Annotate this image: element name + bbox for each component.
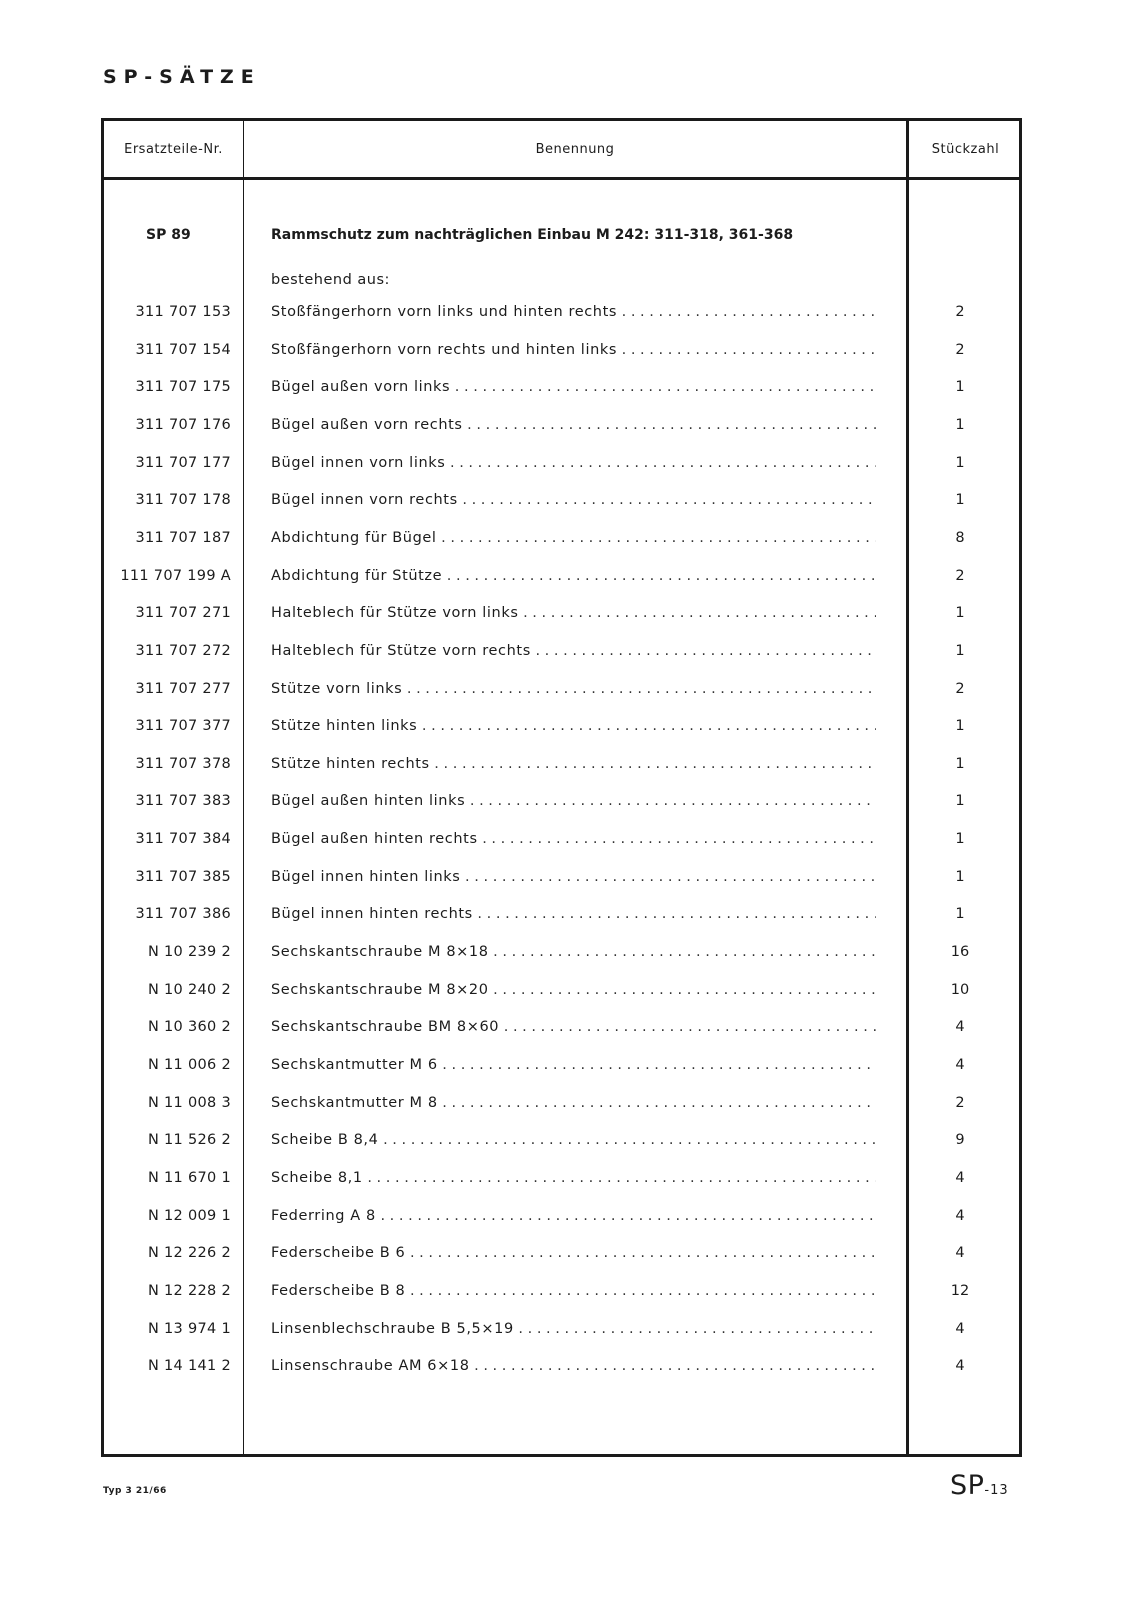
part-quantity: 2	[955, 680, 965, 697]
header-quantity: Stückzahl	[931, 141, 1000, 157]
part-designation: Bügel innen vorn links . . .	[271, 453, 876, 473]
table-row	[0, 1319, 1142, 1339]
part-designation: Sechskantmutter M 6 . . .	[271, 1055, 876, 1075]
part-number: 311 707 386	[135, 906, 231, 923]
part-quantity: 4	[955, 1207, 965, 1224]
table-row	[0, 679, 1142, 699]
part-quantity: 1	[955, 755, 965, 772]
set-title: Rammschutz zum nachträglichen Einbau M 242: 311-318, 361-368	[271, 227, 794, 243]
part-quantity: 4	[955, 1019, 965, 1036]
part-quantity: 1	[955, 642, 965, 659]
table-row	[0, 528, 1142, 548]
part-number: N 13 974 1	[147, 1320, 231, 1337]
table-row	[0, 1017, 1142, 1037]
part-number: 311 707 377	[135, 718, 231, 735]
part-designation: Halteblech für Stütze vorn rechts . . .	[271, 641, 876, 661]
part-quantity: 2	[955, 341, 965, 358]
part-quantity: 2	[955, 304, 965, 320]
table-row	[0, 1055, 1142, 1075]
part-number: 111 707 199 A	[120, 567, 231, 584]
part-number: 311 707 384	[135, 831, 231, 848]
part-number: 311 707 385	[135, 868, 231, 885]
part-designation: Federscheibe B 6 . . .	[271, 1243, 876, 1263]
part-designation: Stütze vorn links . . .	[271, 679, 876, 699]
table-row	[0, 1093, 1142, 1113]
part-designation: Federring A 8 . . .	[271, 1206, 876, 1226]
page-title: SP-SÄTZE	[103, 66, 261, 88]
table-row	[0, 415, 1142, 435]
table-row	[0, 1206, 1142, 1226]
part-number: 311 707 271	[135, 605, 231, 622]
part-designation: Bügel außen vorn rechts . . .	[271, 415, 876, 435]
part-quantity: 2	[955, 1094, 965, 1111]
part-designation: Bügel außen vorn links . . .	[271, 377, 876, 397]
part-designation: Federscheibe B 8 . . .	[271, 1281, 876, 1301]
table-row	[0, 980, 1142, 1000]
part-number: 311 707 175	[135, 379, 231, 396]
part-quantity: 8	[955, 529, 965, 546]
part-designation: Stoßfängerhorn vorn links und hinten rechts . . .	[271, 302, 876, 322]
part-number: N 12 226 2	[147, 1245, 231, 1262]
table-row	[0, 453, 1142, 473]
table-row	[0, 942, 1142, 962]
part-quantity: 16	[950, 944, 970, 961]
table-row	[0, 716, 1142, 736]
part-quantity: 1	[955, 454, 965, 471]
part-number: 311 707 383	[135, 793, 231, 810]
part-designation: Bügel innen vorn rechts . . .	[271, 490, 876, 510]
part-quantity: 4	[955, 1169, 965, 1186]
part-designation: Bügel außen hinten links . . .	[271, 791, 876, 811]
part-number: N 11 008 3	[147, 1094, 231, 1111]
table-row	[0, 377, 1142, 397]
part-designation: Bügel innen hinten rechts . . .	[271, 904, 876, 924]
table-row	[0, 754, 1142, 774]
table-row	[0, 1130, 1142, 1150]
table-row	[0, 829, 1142, 849]
table-row	[0, 904, 1142, 924]
table-row	[0, 1281, 1142, 1301]
part-number: 311 707 378	[135, 755, 231, 772]
table-row	[0, 867, 1142, 887]
part-number: N 11 526 2	[147, 1132, 231, 1149]
part-number: N 10 240 2	[147, 981, 231, 998]
part-designation: Bügel innen hinten links . . .	[271, 867, 876, 887]
part-designation: Linsenblechschraube B 5,5×19 . . .	[271, 1319, 876, 1339]
part-quantity: 4	[955, 1245, 965, 1262]
part-number: 311 707 277	[135, 680, 231, 697]
page-number	[950, 1470, 1009, 1501]
part-number: N 12 228 2	[147, 1282, 231, 1299]
part-quantity: 1	[955, 793, 965, 810]
part-quantity: 1	[955, 906, 965, 923]
part-number: 311 707 154	[135, 341, 231, 358]
part-number: N 11 006 2	[147, 1057, 231, 1073]
header-designation: Benennung	[535, 141, 615, 157]
part-quantity: 10	[950, 981, 970, 998]
part-quantity: 1	[955, 492, 965, 509]
part-designation: Scheibe 8,1 . . .	[271, 1168, 876, 1188]
part-number: 311 707 176	[135, 416, 231, 433]
part-number: N 10 239 2	[147, 944, 231, 961]
part-number: 311 707 272	[135, 642, 231, 659]
part-quantity: 12	[950, 1282, 970, 1299]
part-designation: Halteblech für Stütze vorn links . . .	[271, 603, 876, 623]
table-row	[0, 1356, 1142, 1376]
part-quantity: 1	[955, 718, 965, 735]
part-number: N 14 141 2	[147, 1358, 231, 1375]
part-number: 311 707 177	[135, 454, 231, 471]
header-part-number: Ersatzteile-Nr.	[124, 141, 223, 157]
part-quantity: 4	[955, 1320, 965, 1337]
part-designation: Stütze hinten rechts . . .	[271, 754, 876, 774]
part-quantity: 1	[955, 379, 965, 396]
part-designation: Sechskantmutter M 8 . . .	[271, 1093, 876, 1113]
table-row	[0, 603, 1142, 623]
part-designation: Stütze hinten links . . .	[271, 716, 876, 736]
header-divider	[104, 177, 1019, 180]
page-number-label: SP	[950, 1470, 985, 1501]
table-row	[0, 566, 1142, 586]
part-designation: Bügel außen hinten rechts . . .	[271, 829, 876, 849]
set-subtitle: bestehend aus:	[271, 272, 390, 288]
part-quantity: 2	[955, 567, 965, 584]
table-row	[0, 1243, 1142, 1263]
part-number: N 10 360 2	[147, 1019, 231, 1036]
part-designation: Abdichtung für Stütze . . .	[271, 566, 876, 586]
set-code: SP 89	[146, 227, 191, 243]
footer-type-code: Typ 3 21/66	[103, 1486, 167, 1496]
part-designation: Abdichtung für Bügel . . .	[271, 528, 876, 548]
table-row	[0, 641, 1142, 661]
part-quantity: 1	[955, 831, 965, 848]
part-designation: Sechskantschraube M 8×18 . . .	[271, 942, 876, 962]
part-designation: Sechskantschraube BM 8×60 . . .	[271, 1017, 876, 1037]
part-designation: Scheibe B 8,4 . . .	[271, 1130, 876, 1150]
part-quantity: 9	[955, 1132, 965, 1149]
part-quantity: 1	[955, 868, 965, 885]
part-quantity: 4	[955, 1057, 965, 1073]
part-designation: Sechskantschraube M 8×20 . . .	[271, 980, 876, 1000]
table-row	[0, 340, 1142, 360]
part-designation: Stoßfängerhorn vorn rechts und hinten links . . .	[271, 340, 876, 360]
part-quantity: 1	[955, 605, 965, 622]
part-designation: Linsenschraube AM 6×18 . . .	[271, 1356, 876, 1376]
part-number: N 11 670 1	[147, 1169, 231, 1186]
part-quantity: 4	[955, 1358, 965, 1375]
part-quantity: 1	[955, 416, 965, 433]
table-row	[0, 791, 1142, 811]
part-number: N 12 009 1	[147, 1207, 231, 1224]
table-row	[0, 1168, 1142, 1188]
table-row	[0, 302, 1142, 322]
part-number: 311 707 153	[135, 304, 231, 320]
table-row	[0, 490, 1142, 510]
part-number: 311 707 187	[135, 529, 231, 546]
part-number: 311 707 178	[135, 492, 231, 509]
page-number-value: -13	[984, 1483, 1009, 1498]
